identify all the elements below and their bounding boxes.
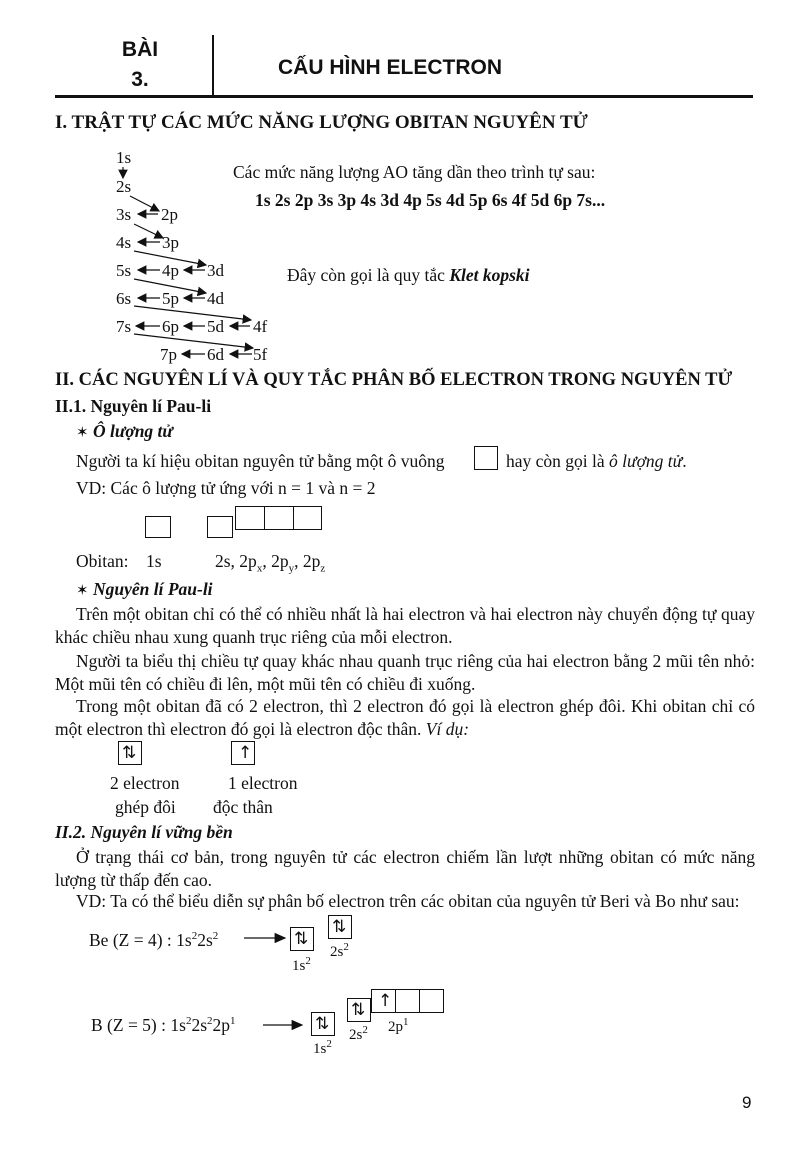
b-2s-text: 2s	[349, 1027, 363, 1043]
level-4d: 4d	[207, 289, 224, 308]
obitan-2s-text: 2s, 2p	[215, 551, 257, 571]
comma-2p-z: , 2p	[294, 551, 321, 571]
be-sup-2s: 2	[212, 930, 219, 943]
be-2s: 2s	[197, 930, 213, 950]
sub-x: x	[256, 562, 263, 575]
level-1s: 1s	[116, 148, 132, 167]
level-2s: 2s	[116, 177, 132, 196]
level-5d: 5d	[207, 317, 224, 336]
pauli-heading-text: Nguyên lí Pau-li	[92, 579, 213, 599]
sub-y: y	[288, 562, 295, 575]
b-2s-sup: 2	[362, 1024, 368, 1036]
level-6p: 6p	[162, 317, 179, 336]
example-1: VD: Các ô lượng tử ứng với n = 1 và n = 2	[76, 478, 376, 498]
quantum-cell-text-b: hay còn gọi là	[506, 451, 605, 471]
lesson-number: 3.	[131, 68, 149, 91]
be-config-text: Be (Z = 4) : 1s	[89, 930, 192, 950]
be-2s-sup: 2	[343, 941, 349, 953]
be-1s-text: 1s	[292, 958, 306, 974]
paired-label-2: ghép đôi	[115, 797, 176, 817]
single-label-1: 1 electron	[228, 773, 298, 793]
b-2s-box	[347, 998, 371, 1022]
level-3p: 3p	[162, 233, 179, 252]
level-4p: 4p	[162, 261, 179, 280]
quantum-cell-period: .	[682, 451, 687, 471]
b-2p-box-1	[371, 989, 396, 1013]
be-2s-text: 2s	[330, 944, 344, 960]
level-6s: 6s	[116, 289, 132, 308]
energy-order-sequence: 1s 2s 2p 3s 3p 4s 3d 4p 5s 4d 5p 6s 4f 5d 6p 7s...	[255, 190, 606, 210]
b-sup-2p: 1	[230, 1015, 236, 1028]
b-1s-sup: 2	[326, 1038, 332, 1050]
b-sup-2s: 2	[207, 1015, 213, 1028]
b-2s-label	[349, 1024, 368, 1044]
level-4s: 4s	[116, 233, 132, 252]
rule-name: Klet kopski	[449, 265, 530, 285]
b-2p: 2p	[212, 1015, 230, 1035]
b-1s-text: 1s	[313, 1041, 327, 1057]
subsection-2-2-title: II.2. Nguyên lí vững bền	[55, 822, 233, 842]
up-arrow-icon: ↑	[238, 743, 253, 763]
level-5f: 5f	[253, 345, 268, 364]
updown-arrows-icon: ⇅	[351, 1000, 366, 1020]
b-1s-box	[311, 1012, 335, 1036]
lesson-label: BÀI	[121, 38, 159, 61]
b-sup-1s: 2	[185, 1015, 192, 1028]
page-number: 9	[742, 1093, 752, 1112]
pauli-paragraph-3-text: Trong một obitan đã có 2 electron, thì 2 electron đó gọi là electron ghép đôi. Khi obitan chỉ có một electron thì electron đó gọi là electron độc thân.	[55, 696, 755, 739]
level-7s: 7s	[116, 317, 132, 336]
quantum-cell-term: ô lượng tử	[609, 451, 683, 471]
level-3d: 3d	[207, 261, 224, 280]
level-5s: 5s	[116, 261, 132, 280]
b-2p-text: 2p	[388, 1019, 403, 1035]
updown-arrows-icon: ⇅	[122, 743, 137, 763]
up-arrow-icon: ↑	[378, 991, 393, 1011]
b-config	[91, 1015, 236, 1036]
comma-2p-y: , 2p	[262, 551, 289, 571]
level-2p: 2p	[161, 205, 178, 224]
b-2p-box-3	[419, 989, 444, 1013]
obitan-1s-label: 1s	[146, 551, 162, 571]
sub-z: z	[320, 562, 326, 575]
rule-prefix: Đây còn gọi là quy tắc	[287, 265, 450, 285]
level-3s: 3s	[116, 205, 132, 224]
example-2: VD: Ta có thể biểu diễn sự phân bố electron trên các obitan của nguyên tử Beri và Bo như sau:	[76, 891, 740, 911]
b-2p-box-2	[395, 989, 420, 1013]
section-1-title: I. TRẬT TỰ CÁC MỨC NĂNG LƯỢNG OBITAN NGUYÊN TỬ	[55, 112, 588, 133]
level-7p: 7p	[160, 345, 177, 364]
single-label-2: độc thân	[213, 797, 273, 817]
level-6d: 6d	[207, 345, 224, 364]
be-1s-box	[290, 927, 314, 951]
obitan-label: Obitan:	[76, 551, 129, 571]
quantum-cell-heading-text: Ô lượng tử	[92, 421, 173, 441]
quantum-cell-text-a: Người ta kí hiệu obitan nguyên tử bằng một ô vuông	[76, 451, 445, 471]
pauli-paragraph-1: Trên một obitan chỉ có thể có nhiều nhất là hai electron và hai electron này chuyển động tự quay khác chiều nhau xung quanh trục riêng của mỗi electron.	[55, 604, 755, 647]
updown-arrows-icon: ⇅	[294, 929, 309, 949]
section-2-title: II. CÁC NGUYÊN LÍ VÀ QUY TẮC PHÂN BỐ ELECTRON TRONG NGUYÊN TỬ	[55, 370, 733, 390]
be-1s-sup: 2	[305, 955, 311, 967]
be-2s-box	[328, 915, 352, 939]
b-1s-label	[313, 1038, 332, 1058]
updown-arrows-icon: ⇅	[332, 917, 347, 937]
pauli-paragraph-2: Người ta biểu thị chiều tự quay khác nhau quanh trục riêng của hai electron bằng 2 mũi tên nhỏ: Một mũi tên có chiều đi lên, một mũi tên có chiều đi xuống.	[55, 651, 755, 694]
level-5p: 5p	[162, 289, 179, 308]
star-icon: ✶	[76, 423, 89, 441]
example-label: Ví dụ:	[425, 719, 470, 739]
b-config-text: B (Z = 5) : 1s	[91, 1015, 186, 1035]
lesson-title: CẤU HÌNH ELECTRON	[278, 56, 502, 79]
level-4f: 4f	[253, 317, 268, 336]
be-sup-1s: 2	[191, 930, 198, 943]
energy-order-desc: Các mức năng lượng AO tăng dần theo trình tự sau:	[233, 162, 596, 182]
be-2s-label	[330, 941, 349, 961]
b-2p-sup: 1	[403, 1016, 409, 1028]
b-2p-label	[388, 1016, 409, 1036]
updown-arrows-icon: ⇅	[315, 1014, 330, 1034]
stability-paragraph: Ở trạng thái cơ bản, trong nguyên tử các electron chiếm lần lượt những obitan có mức năng lượng từ thấp đến cao.	[55, 847, 755, 890]
star-icon: ✶	[76, 581, 89, 599]
b-2s: 2s	[191, 1015, 207, 1035]
paired-label-1: 2 electron	[110, 773, 180, 793]
be-1s-label	[292, 955, 311, 975]
subsection-2-1-title: II.1. Nguyên lí Pau-li	[55, 396, 212, 416]
